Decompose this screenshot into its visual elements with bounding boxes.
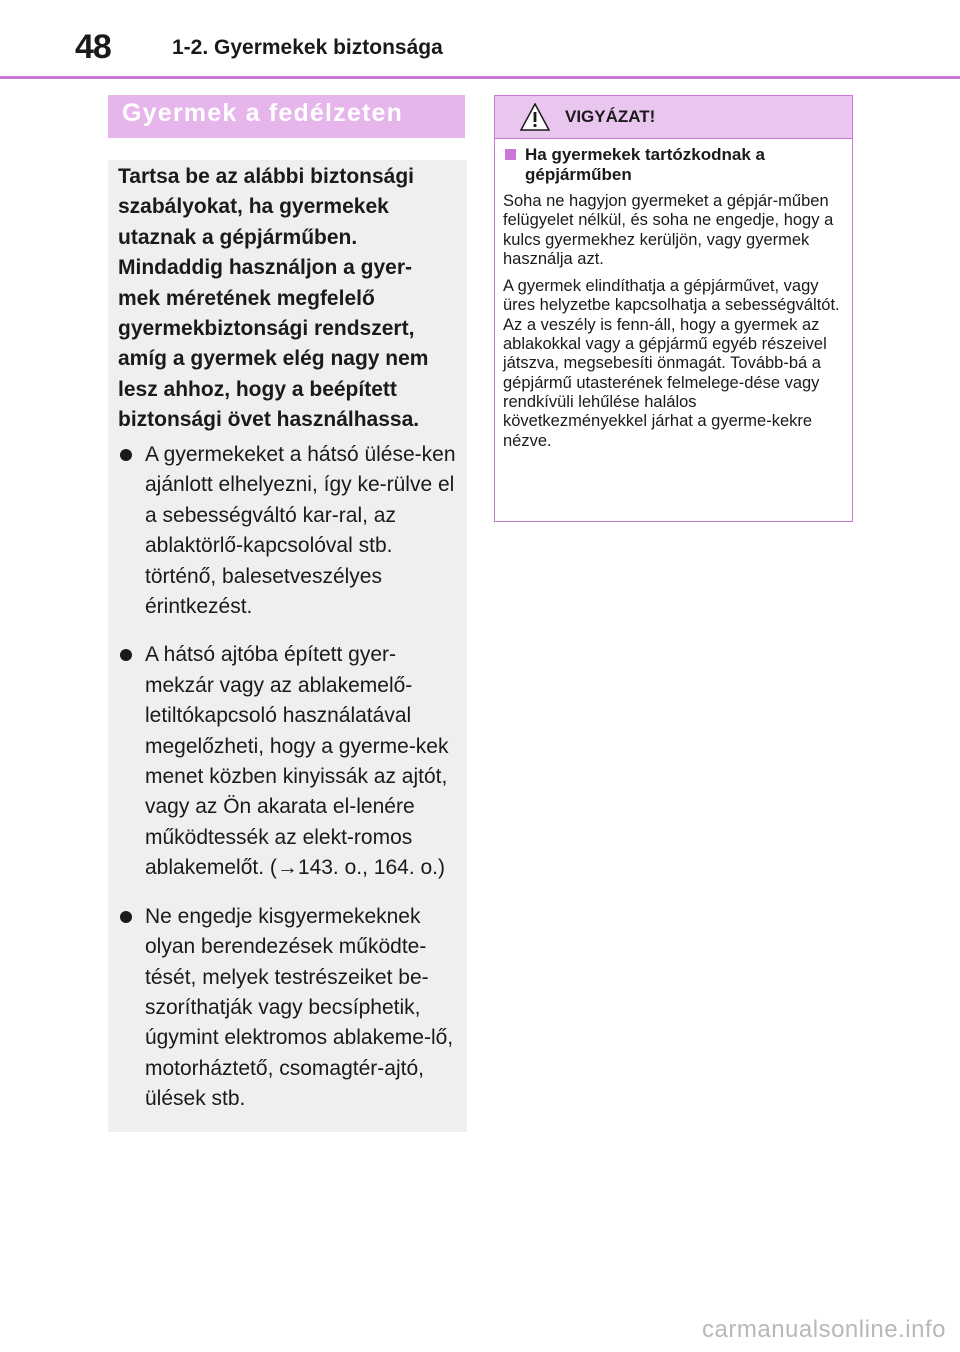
bullet-icon: [120, 649, 132, 661]
topic-title: Gyermek a fedélzeten: [122, 99, 404, 127]
warning-triangle-icon: [520, 103, 550, 131]
page-header: [0, 0, 960, 80]
bullet-icon: [120, 911, 132, 923]
bullet-icon: [120, 449, 132, 461]
bullet-text: Ne engedje kisgyermekeknek olyan berendezések működte-tését, melyek testrészeiket be-szoríthatják vagy becsíphetik, úgymint elektromos ablakeme-lő, motorháztető, csomagtér-ajtó, ülések stb.: [145, 904, 454, 1111]
caution-title: VIGYÁZAT!: [565, 107, 656, 126]
bullet-text: A gyermekeket a hátsó ülése-ken ajánlott elhelyezni, így ke-rülve el a sebességváltó kar-ral, az ablaktörlő-kapcsolóval stb. történő, balesetveszélyes érintkezést.: [145, 443, 456, 619]
caution-subheading-text: Ha gyermekek tartózkodnak a gépjárműben: [525, 145, 765, 184]
bullet-list: [118, 440, 458, 1133]
caution-subheading: [503, 145, 843, 184]
caution-header: [495, 96, 852, 139]
watermark-text: carmanualsonline.info: [702, 1316, 946, 1343]
caution-paragraph: A gyermek elindíthatja a gépjárművet, vagy üres helyzetbe kapcsolhatja a sebességváltót. Az a veszély is fenn-áll, hogy a gyermek az ablakokkal vagy a gépjármű egyéb részeivel játszva, megsebesíti önmagát. Tovább-bá a gépjármű utasterének felmelege-dése vagy rendkívüli lehűlése halálos következményekkel járhat a gyerme-kekre nézve.: [503, 277, 840, 450]
caution-box: [494, 95, 853, 522]
topic-title-bar: [108, 95, 465, 138]
intro-text: Tartsa be az alábbi biztonsági szabályokat, ha gyermekek utaznak a gépjárműben. Mindaddig használjon a gyer-mek méretének megfelelő gyermekbiztonsági rendszert, amíg a gyermek elég nagy nem lesz ahhoz, hogy a beépített biztonsági övet használhassa.: [118, 165, 429, 432]
list-item: [118, 902, 458, 1115]
list-item: [118, 440, 458, 622]
square-bullet-icon: [505, 149, 516, 160]
section-title: 1-2. Gyermekek biztonsága: [172, 36, 443, 59]
caution-body: [503, 145, 843, 459]
header-divider: [0, 76, 960, 79]
bullet-text: A hátsó ajtóba épített gyer-mekzár vagy az ablakemelő-letiltókapcsoló használatával megelőzheti, hogy a gyerme-kek menet közben kinyissák az ajtót, vagy az Ön akarata el-lenére működtessék az elekt-romos ablakemelőt. (→143. o., 164. o.): [145, 643, 449, 880]
caution-paragraph: Soha ne hagyjon gyermeket a gépjár-műben felügyelet nélkül, és soha ne engedje, hogy a kulcs gyermekhez kerüljön, vagy gyermek használja azt.: [503, 192, 834, 268]
page-number: 48: [75, 28, 111, 66]
summary-box: [108, 160, 467, 1132]
list-item: [118, 640, 458, 883]
